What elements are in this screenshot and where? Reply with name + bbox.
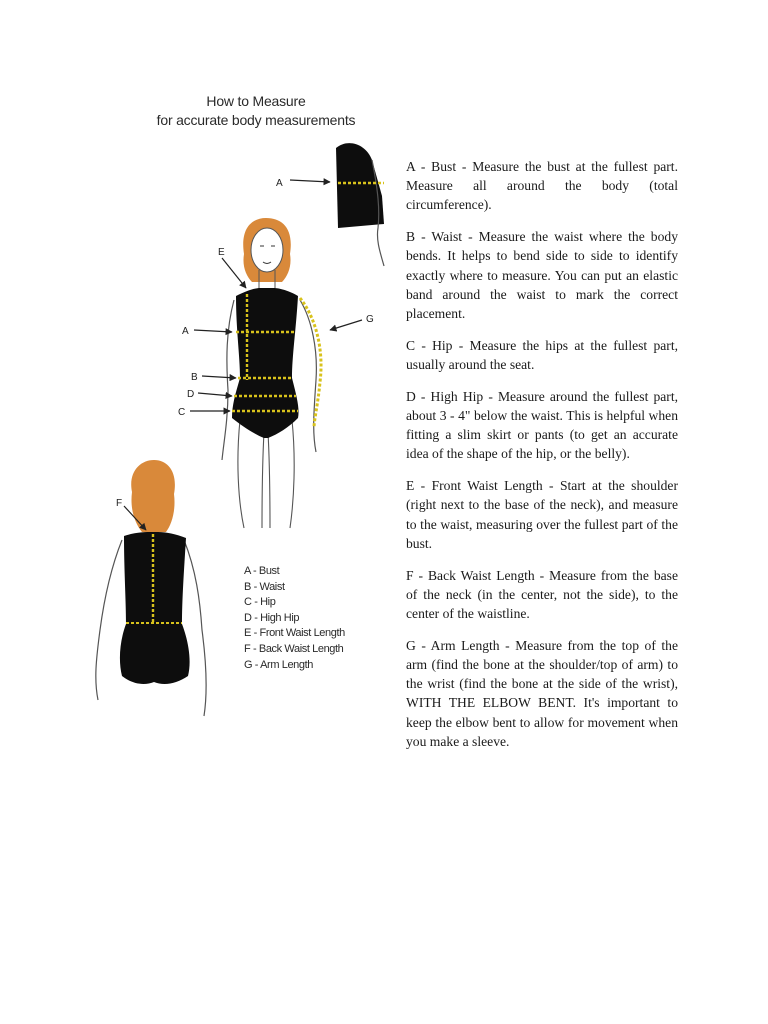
callout-letter-a-top: A	[276, 178, 283, 189]
callout-letter-e: E	[218, 247, 225, 258]
instruction-waist: B - Waist - Measure the waist where the body bends. It helps to bend side to side to identify exactly where to measure. You can put an elastic band around the waist to mark the correct placement.	[406, 229, 678, 322]
legend-item: D - High Hip	[244, 611, 300, 624]
measurement-legend	[244, 564, 345, 673]
instruction-bust: A - Bust - Measure the bust at the fullest part. Measure all around the body (total circumference).	[406, 159, 678, 213]
bust-detail-figure	[290, 143, 384, 266]
legend-item: B - Waist	[244, 580, 285, 593]
instruction-arm-length: G - Arm Length - Measure from the top of the arm (find the bone at the shoulder/top of arm) to the wrist (find the bone at the side of the wrist), WITH THE ELBOW BENT. It's important to keep the elbow bent to allow for movement when you make a sleeve.	[406, 637, 678, 749]
instruction-back-waist-length: F - Back Waist Length - Measure from the base of the neck (in the center, not the side), to the center of the waistline.	[406, 567, 678, 622]
figure-title-line-2: for accurate body measurements	[156, 112, 356, 128]
front-figure	[190, 218, 362, 528]
instruction-front-waist-length: E - Front Waist Length - Start at the shoulder (right next to the base of the neck), and measure to the waist, measuring over the fullest part of the bust.	[406, 478, 678, 551]
callout-letter-g: G	[366, 314, 374, 325]
instruction-hip: C - Hip - Measure the hips at the fullest part, usually around the seat.	[406, 337, 678, 373]
callout-letter-a: A	[182, 326, 189, 337]
legend-item: A - Bust	[244, 565, 280, 577]
callout-letter-f: F	[116, 498, 123, 509]
legend-item: G - Arm Length	[244, 658, 313, 671]
callout-letter-b: B	[191, 372, 198, 383]
legend-item: F - Back Waist Length	[244, 642, 344, 655]
measurement-instructions	[406, 157, 678, 764]
figure-title-line-1: How to Measure	[206, 93, 306, 109]
legend-item: C - Hip	[244, 596, 276, 609]
callout-letter-d: D	[187, 389, 195, 400]
callout-letter-c: C	[178, 407, 186, 418]
legend-item: E - Front Waist Length	[244, 627, 345, 640]
instruction-high-hip: D - High Hip - Measure around the fullest part, about 3 - 4" below the waist. This is helpful when fitting a slim skirt or pants (to get an accurate idea of the shape of the hip, or the belly).	[406, 388, 678, 462]
back-figure	[96, 460, 206, 716]
